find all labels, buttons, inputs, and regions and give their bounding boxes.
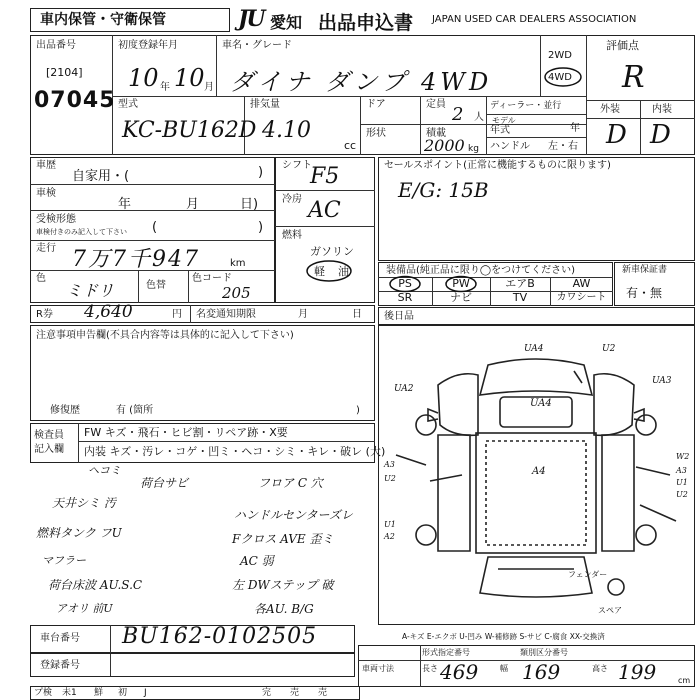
mileage-label: 走行 (36, 243, 56, 254)
diagram-mark: U2 (602, 344, 616, 354)
model-year-label1: モデル (492, 116, 516, 125)
mileage-unit: km (230, 258, 246, 269)
displacement-unit: cc (344, 139, 357, 152)
equip-sr: SR (397, 291, 413, 304)
selling-box (378, 157, 695, 261)
bottom-cell: 売 (290, 688, 300, 698)
diagram-mark: A2 (384, 532, 395, 541)
capacity-label: 定員 (426, 99, 446, 110)
first-reg-month: 10 (174, 64, 205, 92)
capacity-unit: 人 (474, 112, 484, 123)
damage-legend: A-キズ E-エクボ U-凹み W-補修跡 S-サビ C-腐食 XX-交換済 (402, 632, 605, 641)
dealer-label: ディーラー・並行 (490, 101, 562, 111)
inspector-row1: FW キズ・飛石・ヒビ割・リペア跡・X要 (84, 426, 288, 439)
spec-height-label: 高さ (592, 664, 608, 673)
fuel-gas: ガソリン (310, 245, 354, 258)
remark-item: 燃料タンク フU (36, 526, 122, 540)
bottom-cell: 初 (118, 688, 128, 698)
equip-ps: PS (398, 277, 412, 290)
diagram-mark: U2 (384, 474, 396, 483)
form-title: 出品申込書 (318, 12, 414, 34)
receive-label: 受検形態 (36, 214, 76, 225)
int-label: 内装 (652, 104, 672, 115)
bottom-cell: J (144, 688, 147, 698)
first-reg-label: 初度登録年月 (118, 40, 178, 51)
inspection-year: 年 (118, 197, 132, 212)
load-unit: kg (468, 144, 479, 154)
displacement-value: 4.10 (262, 118, 311, 143)
shift-value: F5 (310, 164, 340, 189)
diagram-mark: A3 (676, 466, 687, 475)
color-code-value: 205 (222, 284, 251, 302)
lot-label: 出品番号 (36, 40, 76, 51)
receive-note: 車検付きのみ記入して下さい (36, 228, 127, 236)
recycle-unit: 円 (172, 309, 182, 320)
notes-label: 注意事項申告欄(不具合内容等は具体的に記入して下さい) (36, 330, 294, 341)
load-label: 積載 (426, 128, 446, 139)
warranty-value: 有・無 (626, 286, 663, 300)
grade-value: R (622, 60, 645, 95)
bottom-row (30, 686, 360, 700)
chassis-label: 車台番号 (40, 633, 80, 644)
reg-label: 登録番号 (40, 660, 80, 671)
equip-navi: ナビ (450, 291, 472, 304)
diagram-mark: U1 (384, 520, 396, 529)
spare-label1: フェンダー (568, 570, 608, 579)
recycle-label: R券 (36, 309, 53, 320)
history-label: 車歴 (36, 160, 56, 171)
spec-length: 469 (440, 660, 479, 684)
fuel-label: 燃料 (282, 230, 302, 241)
equip-ps-circle (388, 275, 422, 293)
spec-unit: cm (678, 676, 691, 685)
load-value: 2000 (424, 136, 465, 155)
lot-code: [2104] (46, 66, 83, 79)
selling-label: セールスポイント(正常に機能するものに限ります) (384, 160, 611, 171)
int-value: D (650, 120, 671, 150)
color-label: 色 (36, 273, 46, 284)
remark-item: マフラー (42, 554, 86, 567)
receive-close: ) (258, 220, 264, 235)
inspector-row2: 内装 キズ・汚レ・コゲ・凹ミ・ヘコ・シミ・キレ・破レ (大) (84, 445, 386, 458)
color-code-label: 色コード (192, 273, 232, 284)
handle-opts: 左・右 (548, 141, 578, 152)
spec-height: 199 (618, 660, 657, 684)
capacity-value: 2 (452, 104, 464, 125)
equip-pw: PW (452, 277, 470, 290)
warranty-label: 新車保証書 (622, 265, 668, 275)
aircon-value: AC (308, 198, 341, 223)
rear-label: 後日品 (384, 311, 414, 322)
remark-item: AC 弱 (240, 554, 274, 568)
diagram-mark: UA4 (530, 398, 552, 409)
model-value: KC-BU162D (122, 118, 257, 143)
diagram-mark: A3 (384, 460, 395, 469)
handle-label: ハンドル (490, 141, 530, 152)
remark-item: 荷台床波 AU.S.C (48, 578, 143, 592)
diagram-mark: UA3 (652, 376, 672, 386)
ext-label: 外装 (600, 104, 620, 115)
name-notice-label: 名変通知期限 (196, 309, 256, 320)
fuel-diesel: 軽 (314, 265, 325, 278)
bottom-cell: 完 (262, 688, 272, 698)
diagram-mark: A4 (532, 466, 546, 477)
inspection-day: 日) (240, 197, 259, 212)
ju-logo: JU (238, 6, 264, 32)
equip-tv: TV (512, 291, 528, 304)
spec-label: 形式指定番号 (422, 648, 470, 657)
repair-label: 修復歴 (50, 405, 80, 416)
inspection-label: 車検 (36, 188, 56, 199)
spec-length-label: 長さ (422, 664, 438, 673)
fuel-oil: 油 (338, 265, 349, 278)
receive-paren: ( (152, 220, 158, 235)
model-year-label2: 年式 (490, 125, 510, 136)
name-notice-day: 日 (352, 309, 362, 320)
spec-size-label: 車両寸法 (362, 664, 394, 673)
equip-airbag: エアB (505, 277, 535, 290)
diagram-mark: U1 (676, 478, 688, 487)
history-close: ) (258, 165, 264, 180)
first-reg-month-unit: 月 (204, 82, 214, 93)
lot-number: 07045 (34, 88, 116, 113)
equip-leather: カワシート (556, 292, 607, 303)
bottom-cell: プ検 (34, 688, 53, 698)
fuel-diesel-circle (304, 258, 354, 284)
spec-width: 169 (522, 660, 561, 684)
storage-text: 車内保管・守衛保管 (40, 12, 166, 28)
drive-4wd-circle (543, 66, 583, 88)
bottom-cell: 鮮 (94, 688, 104, 698)
color-change-label: 色替 (146, 280, 166, 291)
remark-item: 左 DWステップ 破 (232, 578, 334, 592)
drive-2wd: 2WD (548, 50, 572, 61)
selling-value: E/G: 15B (398, 178, 489, 202)
grade-label: 評価点 (606, 39, 639, 52)
diagram-mark: U2 (676, 490, 688, 499)
remark-item: 荷台サビ (140, 476, 189, 490)
remark-item: 天井シミ 汚 (52, 496, 116, 510)
spec-cat-label: 類別区分番号 (520, 648, 568, 657)
equipment-label: 装備品(純正品に限り◯をつけてください) (386, 265, 575, 276)
rear-box (378, 307, 695, 325)
model-label: 型式 (118, 99, 138, 110)
shift-label: シフト (282, 160, 312, 171)
remark-item: ハンドルセンターズレ (234, 508, 353, 522)
remark-item: アオリ 前U (56, 602, 113, 615)
first-reg-year-unit: 年 (160, 82, 170, 93)
model-year-unit: 年 (570, 123, 580, 134)
remark-item: ヘコミ (88, 464, 121, 477)
association-name: JAPAN USED CAR DEALERS ASSOCIATION (432, 14, 637, 25)
diagram-mark: UA4 (524, 344, 544, 354)
ext-value: D (606, 120, 627, 150)
history-value: 自家用・( (72, 169, 130, 184)
aircon-label: 冷房 (282, 194, 302, 205)
shape-label: 形状 (366, 128, 386, 139)
first-reg-year: 10 (128, 64, 159, 92)
repair-value: 有 (箇所 (116, 405, 154, 416)
equip-pw-circle (444, 275, 478, 293)
doors-label: ドア (366, 99, 386, 110)
bottom-cell: 未1 (62, 688, 77, 698)
inspection-month: 月 (186, 197, 200, 212)
remark-item: フロア C 穴 (258, 476, 323, 490)
remark-item: Fクロス AVE 歪ミ (232, 532, 334, 546)
name-notice-month: 月 (298, 309, 308, 320)
inspector-label1: 検査員 (34, 430, 64, 441)
diagram-mark: W2 (676, 452, 690, 461)
bottom-cell: 売 (318, 688, 328, 698)
remark-item: 各AU. B/G (254, 602, 314, 616)
spec-width-label: 幅 (500, 664, 508, 673)
spare-label2: スペア (598, 606, 622, 615)
car-name-label: 車名・グレード (222, 40, 292, 51)
org-name: 愛知 (270, 13, 303, 32)
color-value: ミドリ (66, 281, 115, 300)
mileage-value: 7万7千947 (72, 247, 200, 272)
diagram-mark: UA2 (394, 384, 414, 394)
drive-4wd: 4WD (548, 72, 572, 83)
inspector-label2: 記入欄 (34, 444, 64, 455)
repair-close: ) (356, 405, 360, 416)
displacement-label: 排気量 (250, 99, 280, 110)
chassis-value: BU162-0102505 (122, 624, 318, 649)
recycle-value: 4,640 (84, 302, 133, 322)
equip-aw: AW (572, 277, 591, 290)
car-name-value: ダイナ ダンプ 4WD (230, 68, 493, 96)
